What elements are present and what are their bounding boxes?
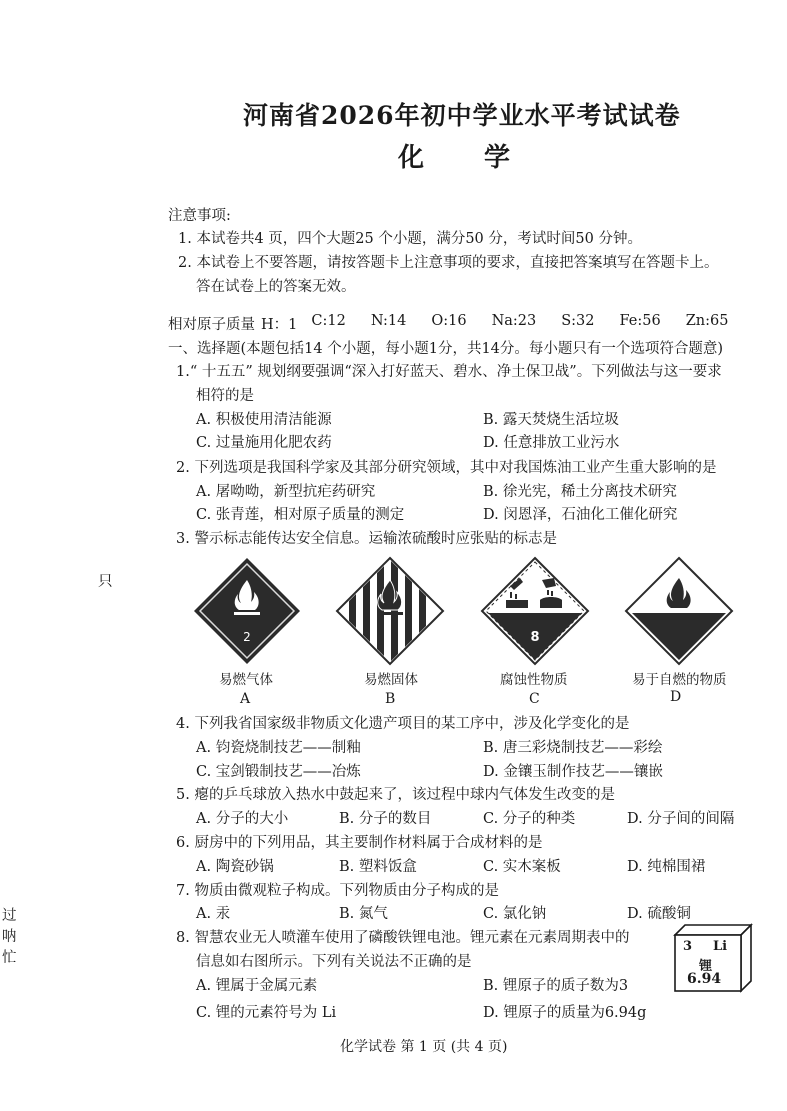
element-symbol: Li [713,939,728,954]
sign-d-letter: D [670,689,682,705]
q2-option-a: A. 屠呦呦，新型抗疟药研究 [196,484,376,500]
atomic-masses-label: 相对原子质量 [168,317,255,333]
atomic-masses [168,313,728,334]
q4-option-a: A. 钧瓷烧制技艺——制釉 [196,740,361,756]
atomic-mass-n: N:14 [370,313,407,329]
q2-stem: 2. 下列选项是我国科学家及其部分研究领域，其中对我国炼油工业产生重大影响的是 [176,460,717,476]
element-name: 锂 [699,959,713,974]
q5-option-d: D. 分子间的间隔 [627,811,735,827]
hazard-sign-spontaneous-combustion [624,556,734,666]
q4-stem: 4. 下列我省国家级非物质文化遗产项目的某工序中，涉及化学变化的是 [176,716,630,732]
margin-mark: 只 [98,574,113,590]
q7-option-d: D. 硫酸铜 [627,906,691,922]
sign-a-number: 2 [243,630,251,644]
hazard-sign-corrosive [480,556,590,666]
q6-option-b: B. 塑料饭盒 [339,859,417,875]
q5-option-a: A. 分子的大小 [196,811,289,827]
q1-option-d: D. 任意排放工业污水 [483,435,620,451]
margin-mark: 忙 [2,950,17,966]
q1-option-a: A. 积极使用清洁能源 [196,412,332,428]
q2-option-d: D. 闵恩泽，石油化工催化研究 [483,507,678,523]
q1-stem-continued: 相符的是 [196,388,254,404]
margin-mark: 呐 [2,929,17,945]
q2-option-b: B. 徐光宪，稀土分离技术研究 [483,484,677,500]
hazard-sign-flammable-gas [192,556,302,666]
q8-option-d: D. 锂原子的质量为6.94g [483,1005,647,1021]
element-mass: 6.94 [687,971,722,987]
page-footer: 化学试卷 第 1 页 (共 4 页) [340,1039,508,1055]
sign-c-number: 8 [530,630,540,645]
q4-option-b: B. 唐三彩烧制技艺——彩绘 [483,740,663,756]
atomic-mass-fe: Fe:56 [619,313,661,329]
q5-stem: 5. 瘪的乒乓球放入热水中鼓起来了，该过程中球内气体发生改变的是 [176,787,615,803]
notice-item-2-continued: 答在试卷上的答案无效。 [196,279,356,295]
notice-item-1: 1. 本试卷共4 页，四个大题25 个小题，满分50 分，考试时间50 分钟。 [178,231,642,247]
q1-option-c: C. 过量施用化肥农药 [196,435,332,451]
notice-item-2: 2. 本试卷上不要答题，请按答题卡上注意事项的要求，直接把答案填写在答题卡上。 [178,255,719,271]
q2-option-c: C. 张青莲，相对原子质量的测定 [196,507,405,523]
sign-d-label: 易于自燃的物质 [632,672,727,688]
q6-stem: 6. 厨房中的下列用品，其主要制作材料属于合成材料的是 [176,835,543,851]
element-cell-lithium [669,921,753,993]
q4-option-d: D. 金镶玉制作技艺——镶嵌 [483,764,663,780]
exam-subject: 化学 [398,143,571,173]
q1-stem: 1.“ 十五五” 规划纲要强调“深入打好蓝天、碧水、净土保卫战”。下列做法与这一要求 [176,364,722,380]
q6-option-c: C. 实木案板 [483,859,561,875]
q6-option-d: D. 纯棉围裙 [627,859,706,875]
atomic-mass-h: H：1 [261,317,298,333]
q3-stem: 3. 警示标志能传达安全信息。运输浓硫酸时应张贴的标志是 [176,531,557,547]
q8-stem-continued: 信息如右图所示。下列有关说法不正确的是 [196,954,472,970]
atomic-mass-na: Na:23 [491,313,537,329]
atomic-mass-s: S:32 [561,313,595,329]
section-heading: 一、选择题(本题包括14 个小题，每小题1分，共14分。每小题只有一个选项符合题意) [168,341,724,357]
q7-option-a: A. 汞 [196,906,231,922]
q8-option-c: C. 锂的元素符号为 Li [196,1005,337,1021]
q5-option-c: C. 分子的种类 [483,811,576,827]
q8-option-a: A. 锂属于金属元素 [196,978,318,994]
sign-a-letter: A [240,691,251,707]
q7-stem: 7. 物质由微观粒子构成。下列物质由分子构成的是 [176,883,499,899]
q4-option-c: C. 宝剑锻制技艺——冶炼 [196,764,361,780]
q5-option-b: B. 分子的数目 [339,811,432,827]
sign-c-letter: C [529,691,540,707]
atomic-mass-zn: Zn:65 [685,313,729,329]
q8-stem: 8. 智慧农业无人喷灌车使用了磷酸铁锂电池。锂元素在元素周期表中的 [176,930,630,946]
hazard-sign-flammable-solid [335,556,445,666]
atomic-mass-o: O:16 [431,313,467,329]
q8-option-b: B. 锂原子的质子数为3 [483,978,629,994]
sign-b-letter: B [385,691,396,707]
exam-title: 河南省2026年初中学业水平考试试卷 [243,101,681,130]
q7-option-c: C. 氯化钠 [483,906,547,922]
q6-option-a: A. 陶瓷砂锅 [196,859,274,875]
element-atomic-number: 3 [683,939,693,954]
notice-heading: 注意事项: [168,208,231,224]
sign-b-label: 易燃固体 [364,672,418,688]
atomic-mass-c: C:12 [311,313,346,329]
q1-option-b: B. 露天焚烧生活垃圾 [483,412,619,428]
q7-option-b: B. 氮气 [339,906,388,922]
sign-a-label: 易燃气体 [219,672,273,688]
margin-mark: 过 [2,908,17,924]
sign-c-label: 腐蚀性物质 [500,672,568,688]
